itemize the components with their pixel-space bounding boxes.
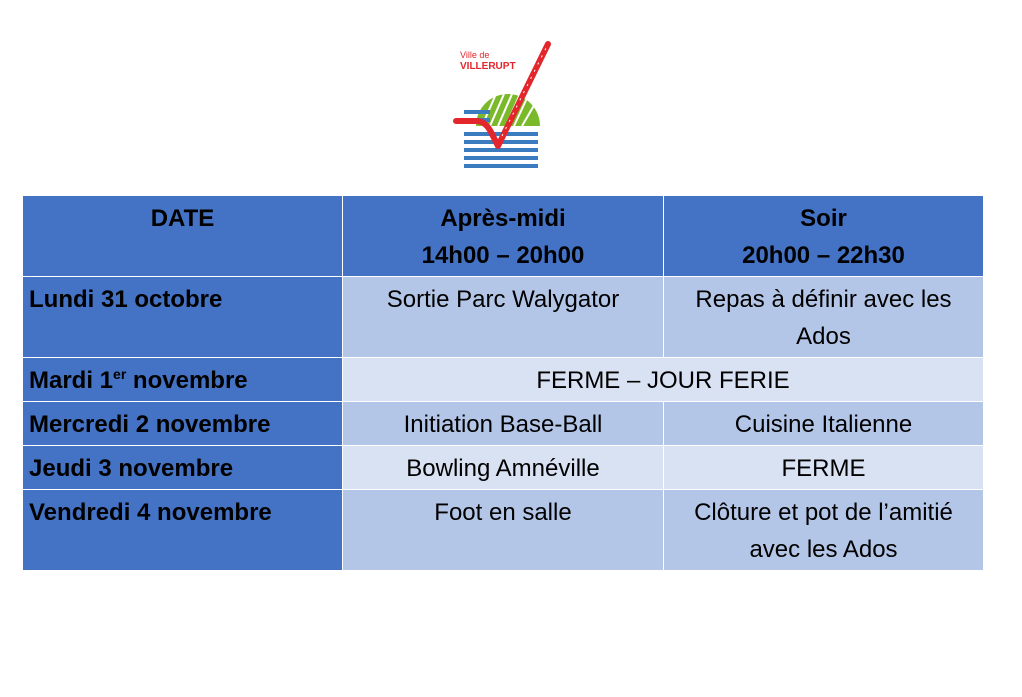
table-row (23, 277, 984, 358)
logo-text-villerupt: VILLERUPT (460, 61, 516, 72)
villerupt-logo (446, 38, 556, 173)
row-afternoon: Bowling Amnéville (343, 446, 664, 490)
row-afternoon: Foot en salle (343, 490, 664, 571)
row-date: Jeudi 3 novembre (23, 446, 343, 490)
table-row (23, 358, 984, 402)
header-afternoon: Après-midi 14h00 – 20h00 (343, 196, 664, 277)
row-merged-closed: FERME – JOUR FERIE (343, 358, 984, 402)
header-date: DATE (23, 196, 343, 277)
row-date: Lundi 31 octobre (23, 277, 343, 358)
row-date: Mercredi 2 novembre (23, 402, 343, 446)
row-evening: Cuisine Italienne (664, 402, 984, 446)
table-row (23, 402, 984, 446)
row-evening: FERME (664, 446, 984, 490)
header-evening: Soir 20h00 – 22h30 (664, 196, 984, 277)
row-afternoon: Sortie Parc Walygator (343, 277, 664, 358)
logo-text-ville-de: Ville de (460, 50, 490, 60)
schedule-table (22, 195, 984, 571)
row-evening: Clôture et pot de l’amitié avec les Ados (664, 490, 984, 571)
row-date: Vendredi 4 novembre (23, 490, 343, 571)
row-afternoon: Initiation Base-Ball (343, 402, 664, 446)
table-row (23, 490, 984, 571)
row-evening: Repas à définir avec les Ados (664, 277, 984, 358)
table-header-row (23, 196, 984, 277)
row-date: Mardi 1er novembre (23, 358, 343, 402)
table-row (23, 446, 984, 490)
